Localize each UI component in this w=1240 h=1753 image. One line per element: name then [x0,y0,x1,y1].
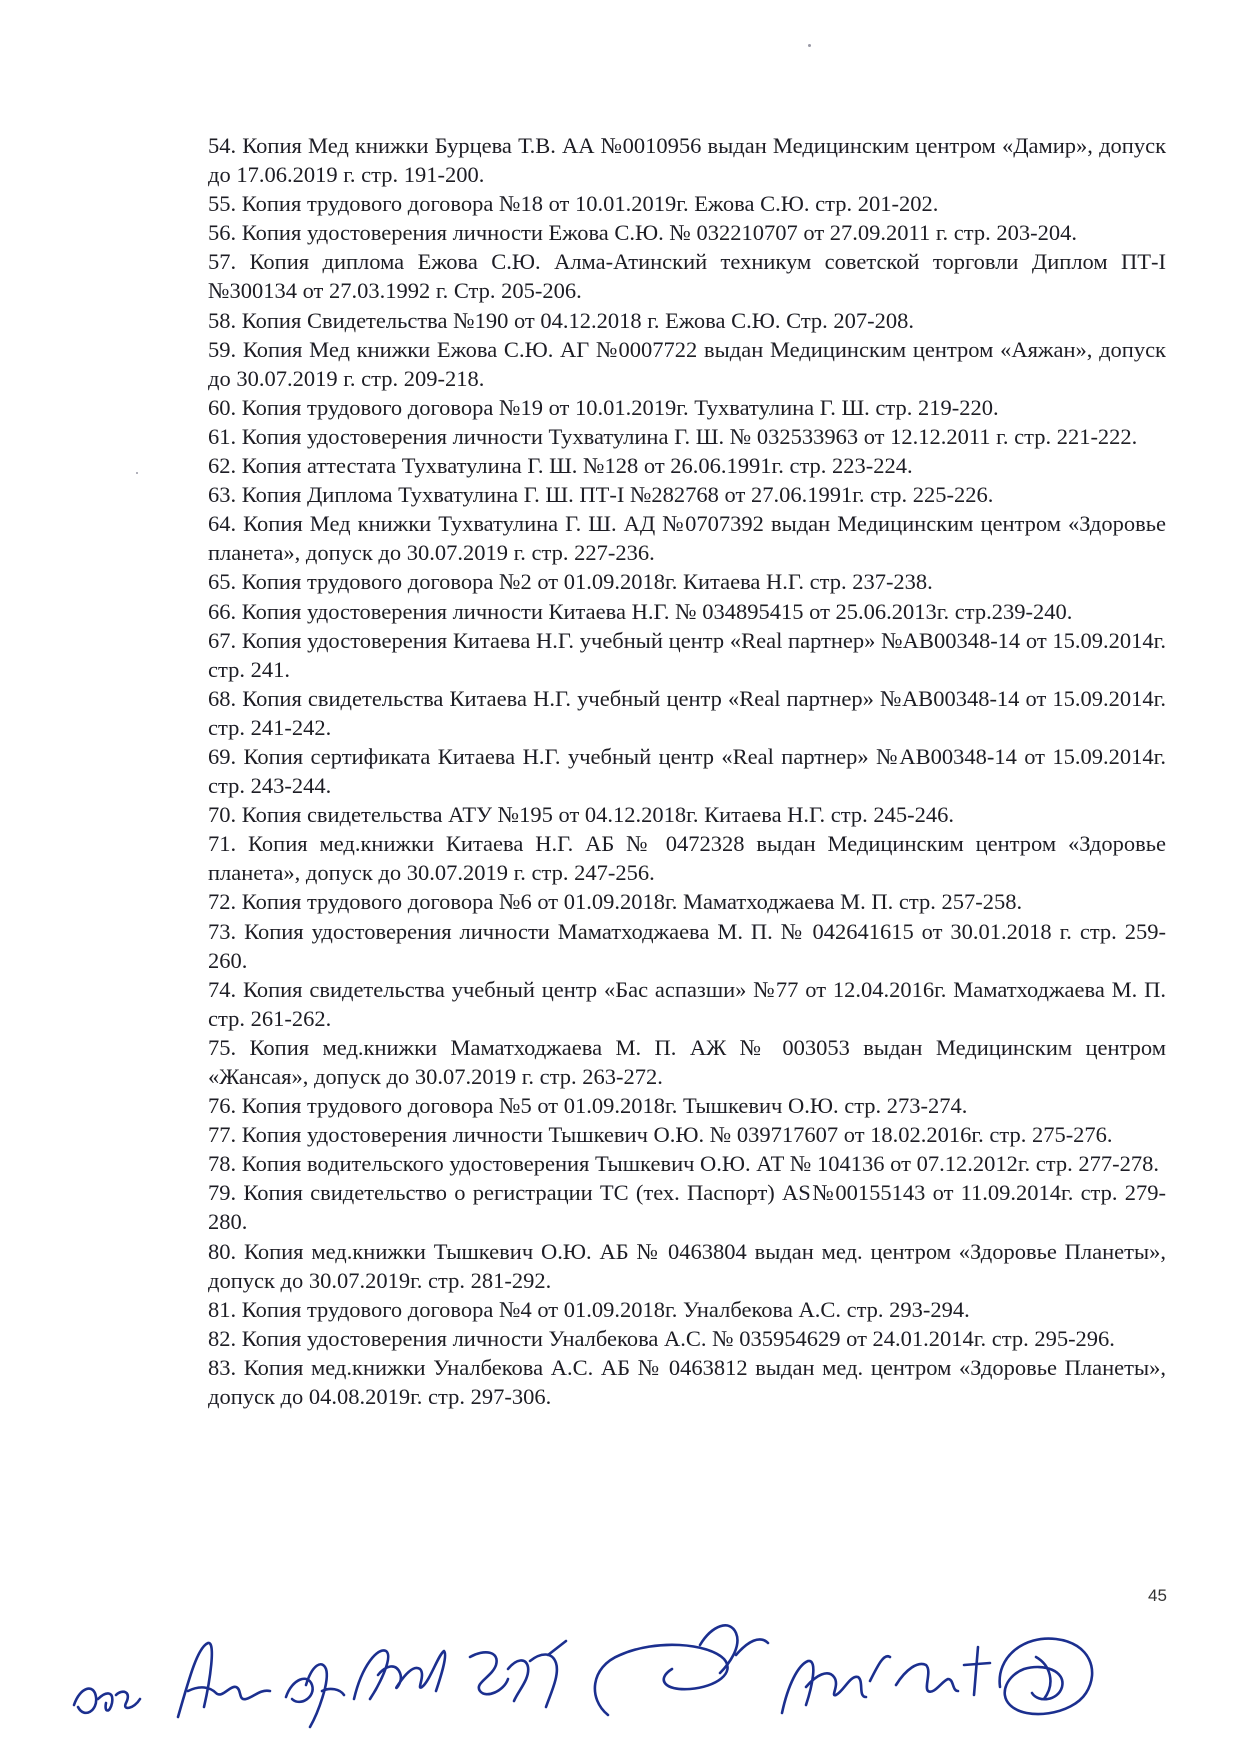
document-list-item: 79. Копия свидетельство о регистрации ТС (тех. Паспорт) AS№00155143 от 11.09.2014г. стр. 279-280. [208,1180,1166,1235]
document-list-item: 80. Копия мед.книжки Тышкевич О.Ю. АБ № 0463804 выдан мед. центром «Здоровье Планеты», допуск до 30.07.2019г. стр. 281-292. [208,1238,1166,1293]
document-list-item: 56. Копия удостоверения личности Ежова С.Ю. № 032210707 от 27.09.2011 г. стр. 203-204. [208,220,1077,246]
document-list-item: 77. Копия удостоверения личности Тышкевич О.Ю. № 039717607 от 18.02.2016г. стр. 275-276. [208,1122,1113,1148]
page-number: 45 [1148,1586,1167,1605]
document-list-item: 75. Копия мед.книжки Маматходжаева М. П. АЖ № 003053 выдан Медицинским центром «Жансая», допуск до 30.07.2019 г. стр. 263-272. [208,1034,1166,1089]
handwritten-signatures [60,1595,1140,1745]
document-list-item: 82. Копия удостоверения личности Уналбекова А.С. № 035954629 от 24.01.2014г. стр. 295-296. [208,1325,1115,1351]
document-list-item: 65. Копия трудового договора №2 от 01.09.2018г. Китаева Н.Г. стр. 237-238. [208,569,933,595]
document-list-item: 68. Копия свидетельства Китаева Н.Г. учебный центр «Real партнер» №AB00348-14 от 15.09.2014г. стр. 241-242. [208,685,1166,740]
document-list-item: 57. Копия диплома Ежова С.Ю. Алма-Атинский техникум советской торговли Диплом ПТ-I №300134 от 27.03.1992 г. Стр. 205-206. [208,249,1166,304]
scan-speck [808,44,811,47]
document-list-item: 59. Копия Мед книжки Ежова С.Ю. АГ №0007722 выдан Медицинским центром «Аяжан», допуск до 30.07.2019 г. стр. 209-218. [208,336,1166,391]
document-list-item: 54. Копия Мед книжки Бурцева Т.В. АА №0010956 выдан Медицинским центром «Дамир», допуск до 17.06.2019 г. стр. 191-200. [208,133,1166,188]
document-list-item: 64. Копия Мед книжки Тухватулина Г. Ш. АД №0707392 выдан Медицинским центром «Здоровье планета», допуск до 30.07.2019 г. стр. 227-236. [208,511,1166,566]
document-list-item: 73. Копия удостоверения личности Маматходжаева М. П. № 042641615 от 30.01.2018 г. стр. 259-260. [208,918,1166,973]
document-list-item: 70. Копия свидетельства АТУ №195 от 04.12.2018г. Китаева Н.Г. стр. 245-246. [208,802,954,828]
document-list-item: 62. Копия аттестата Тухватулина Г. Ш. №128 от 26.06.1991г. стр. 223-224. [208,453,913,479]
document-list-item: 81. Копия трудового договора №4 от 01.09.2018г. Уналбекова А.С. стр. 293-294. [208,1296,970,1322]
document-list-item: 71. Копия мед.книжки Китаева Н.Г. АБ № 0472328 выдан Медицинским центром «Здоровье планета», допуск до 30.07.2019 г. стр. 247-256. [208,831,1166,886]
document-list-item: 69. Копия сертификата Китаева Н.Г. учебный центр «Real партнер» №AB00348-14 от 15.09.2014г. стр. 243-244. [208,743,1166,799]
document-list-item: 78. Копия водительского удостоверения Тышкевич О.Ю. АТ № 104136 от 07.12.2012г. стр. 277-278. [208,1151,1159,1177]
document-list-item: 76. Копия трудового договора №5 от 01.09.2018г. Тышкевич О.Ю. стр. 273-274. [208,1093,968,1119]
document-list-item: 55. Копия трудового договора №18 от 10.01.2019г. Ежова С.Ю. стр. 201-202. [208,191,939,217]
document-list-item: 63. Копия Диплома Тухватулина Г. Ш. ПТ-I №282768 от 27.06.1991г. стр. 225-226. [208,482,994,508]
document-list-item: 66. Копия удостоверения личности Китаева Н.Г. № 034895415 от 25.06.2013г. стр.239-240. [208,598,1073,624]
document-list-item: 74. Копия свидетельства учебный центр «Бас аспазши» №77 от 12.04.2016г. Маматходжаева М. П. стр. 261-262. [208,976,1166,1031]
scan-speck [136,472,138,474]
document-list-item: 83. Копия мед.книжки Уналбекова А.С. АБ № 0463812 выдан мед. центром «Здоровье Планеты», допуск до 04.08.2019г. стр. 297-306. [208,1354,1166,1410]
document-list-item: 60. Копия трудового договора №19 от 10.01.2019г. Тухватулина Г. Ш. стр. 219-220. [208,394,999,420]
document-list-item: 61. Копия удостоверения личности Тухватулина Г. Ш. № 032533963 от 12.12.2011 г. стр. 221-222. [208,423,1138,449]
document-list-item: 58. Копия Свидетельства №190 от 04.12.2018 г. Ежова С.Ю. Стр. 207-208. [208,307,915,333]
document-list-item: 67. Копия удостоверения Китаева Н.Г. учебный центр «Real партнер» №AB00348-14 от 15.09.2014г. стр. 241. [208,627,1166,682]
document-item-list [208,131,1166,1411]
document-list-item: 72. Копия трудового договора №6 от 01.09.2018г. Маматходжаева М. П. стр. 257-258. [208,889,1023,915]
